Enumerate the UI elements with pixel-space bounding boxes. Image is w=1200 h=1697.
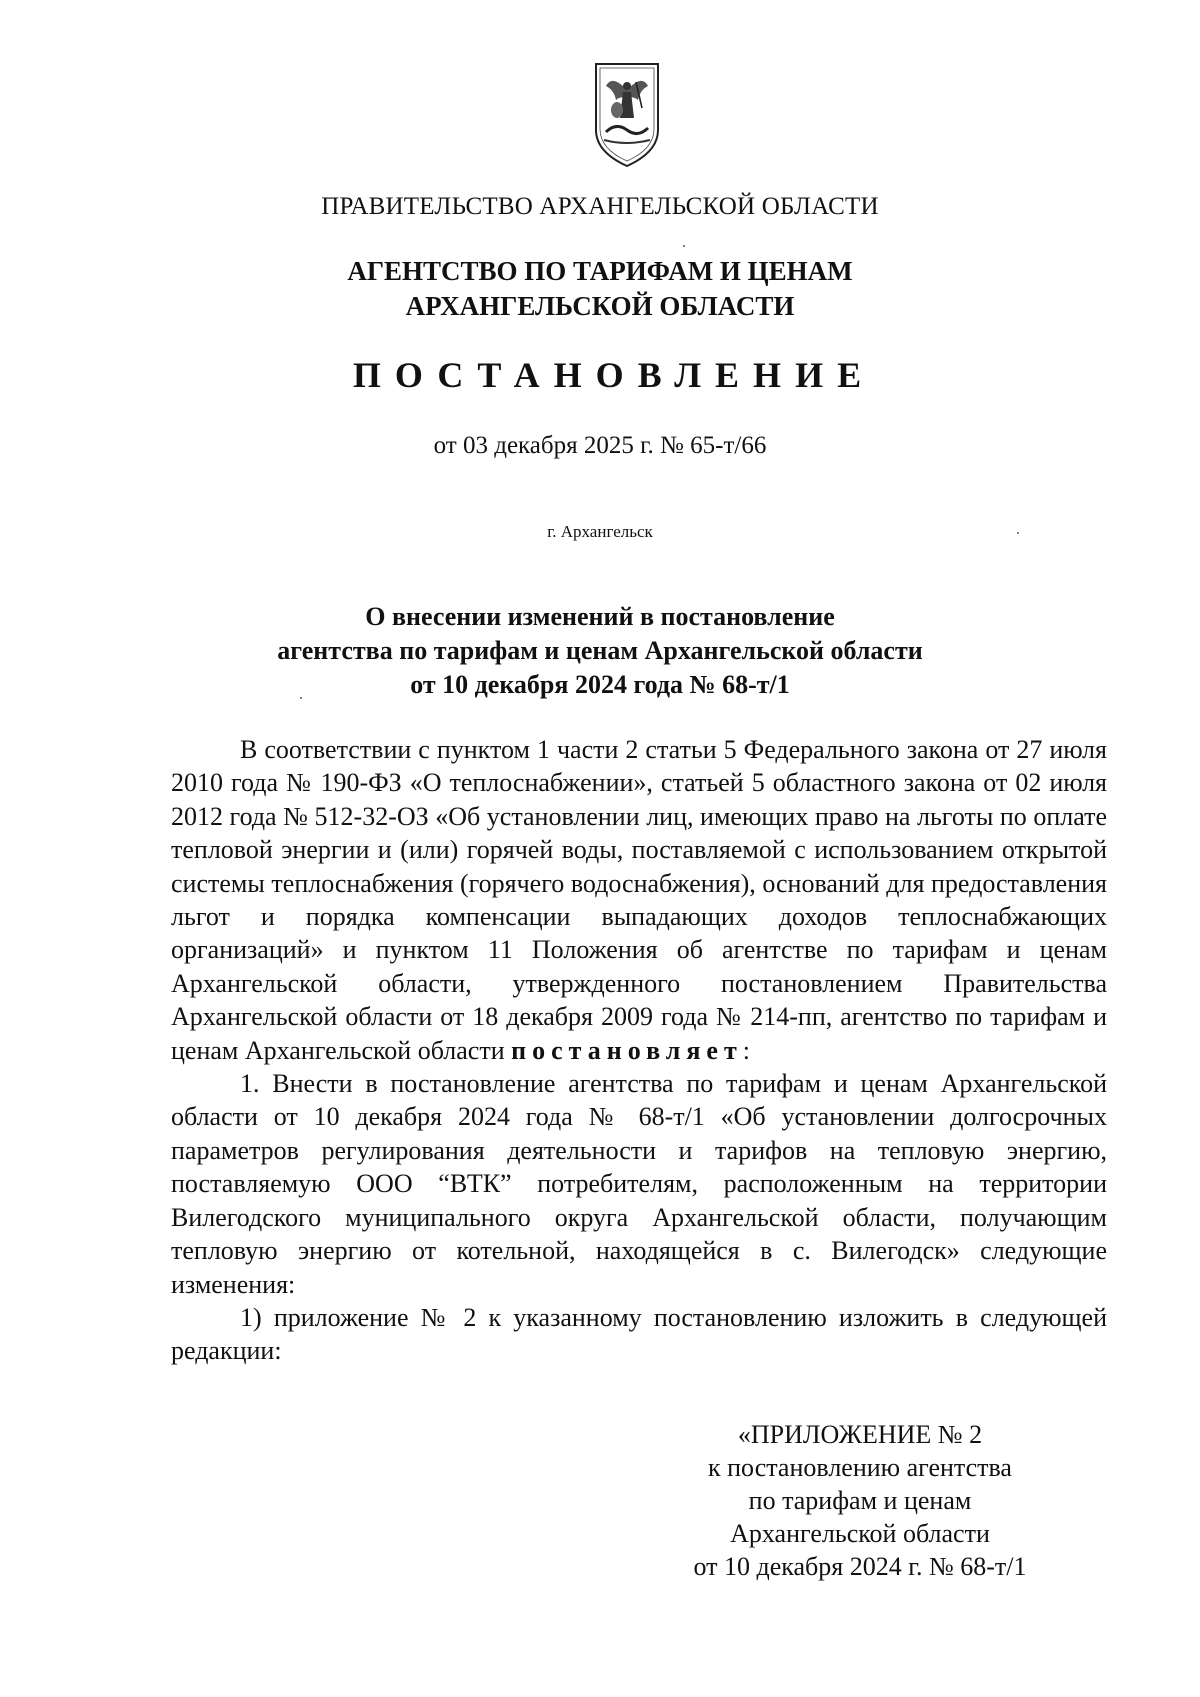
subject-line3: от 10 декабря 2024 года № 68-т/1 (410, 670, 790, 699)
resolution-keyword: постановляет (511, 1035, 743, 1065)
body-paragraph: 1. Внести в постановление агентства по тарифам и ценам Архангельской области от 10 декабря 2024 года № 68-т/1 «Об установлении долгосрочных параметров регулирования деятельности и тарифов на тепловую энергию, поставляемую ООО “ВТК” потребителям, расположенным на территории Вилегодского муниципального округа Архангельской области, получающим тепловую энергию от котельной, находящейся в с. Вилегодск» следующие изменения: (171, 1069, 1107, 1299)
appendix-line3: по тарифам и ценам (748, 1486, 972, 1515)
preamble-end: : (742, 1035, 750, 1065)
document-date-number: от 03 декабря 2025 г. № 65-т/66 (433, 432, 767, 459)
appendix-line4: Архангельской области (730, 1519, 990, 1548)
agency-title-line2: АРХАНГЕЛЬСКОЙ ОБЛАСТИ (405, 291, 795, 321)
appendix-line5: от 10 декабря 2024 г. № 68-т/1 (693, 1552, 1027, 1581)
preamble-text: В соответствии с пунктом 1 части 2 статьи 5 Федерального закона от 27 июля 2010 года № 190-ФЗ «О теплоснабжении», статьей 5 областного закона от 02 июля 2012 года № 512-32-ОЗ «Об установлении лиц, имеющих право на льготы по оплате тепловой энергии и (или) горячей воды, поставляемой с использованием открытой системы теплоснабжения (горячего водоснабжения), оснований для предоставления льгот и порядка компенсации выпадающих доходов теплоснабжающих организаций» и пунктом 11 Положения об агентстве по тарифам и ценам Архангельской области, утвержденного постановлением Правительства Архангельской области от 18 декабря 2009 года № 214-пп, агентство по тарифам и ценам Архангельской области (171, 735, 1107, 1065)
agency-title (0, 254, 1200, 324)
subject-line1: О внесении изменений в постановление (365, 602, 835, 631)
scan-speck (683, 245, 685, 247)
scan-speck (1017, 532, 1019, 534)
appendix-header (660, 1418, 1060, 1583)
appendix-line2: к постановлению агентства (708, 1453, 1012, 1482)
appendix-line1: «ПРИЛОЖЕНИЕ № 2 (737, 1420, 983, 1449)
document-type: ПОСТАНОВЛЕНИЕ (352, 355, 876, 395)
body-paragraph (171, 733, 1107, 1067)
subject-line2: агентства по тарифам и ценам Архангельской области (277, 636, 923, 665)
document-body (171, 733, 1107, 1368)
document-city: г. Архангельск (547, 522, 653, 541)
body-paragraph: 1) приложение № 2 к указанному постановлению изложить в следующей редакции: (171, 1302, 1107, 1366)
agency-title-line1: АГЕНТСТВО ПО ТАРИФАМ И ЦЕНАМ (347, 256, 853, 286)
coat-of-arms-icon (592, 60, 662, 170)
scan-speck (300, 697, 302, 699)
government-title: ПРАВИТЕЛЬСТВО АРХАНГЕЛЬСКОЙ ОБЛАСТИ (321, 193, 879, 220)
document-subject (0, 600, 1200, 702)
